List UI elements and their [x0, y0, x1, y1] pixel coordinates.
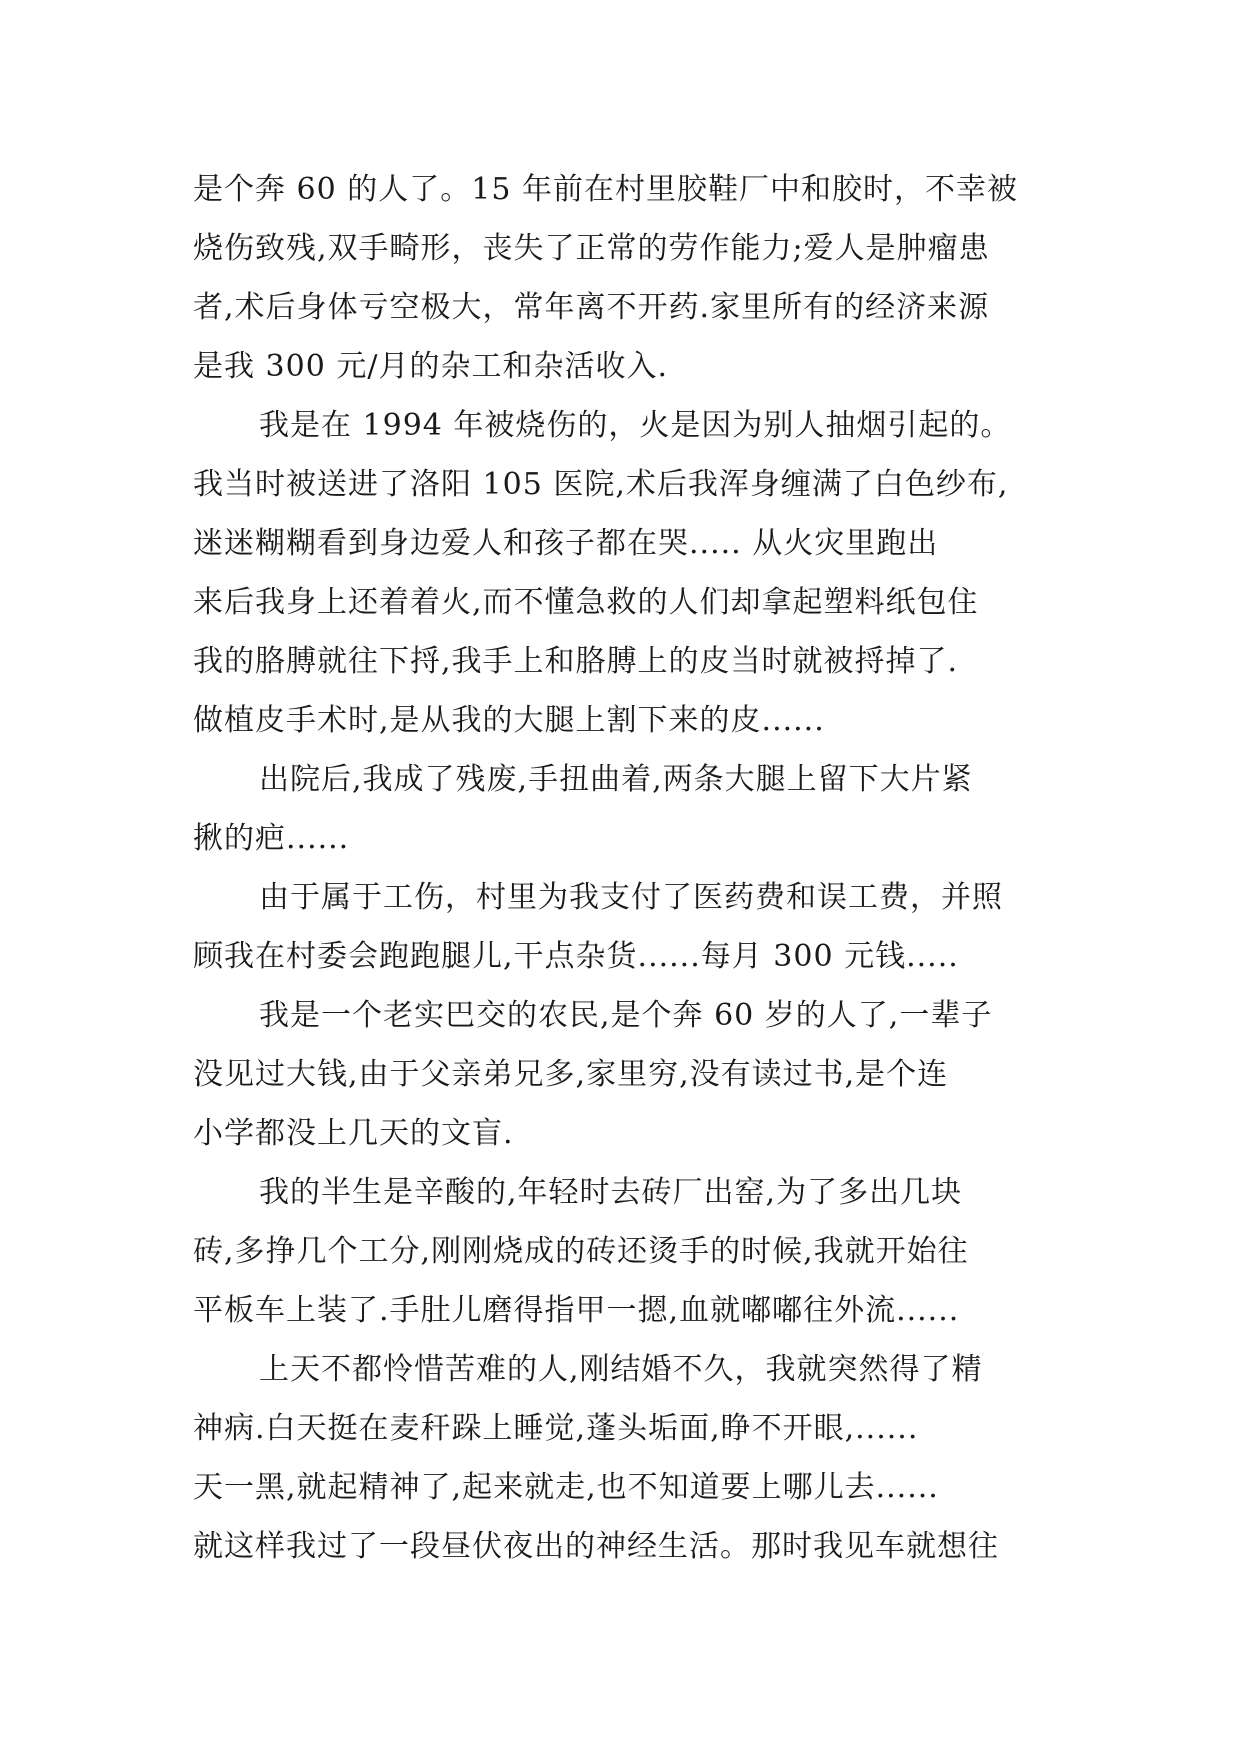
text-line: 由于属于工伤，村里为我支付了医药费和误工费，并照	[259, 880, 1003, 915]
text-line: 我是在 1994 年被烧伤的，火是因为别人抽烟引起的。	[259, 408, 1012, 443]
text-line: 顾我在村委会跑跑腿儿,干点杂货......每月 300 元钱.....	[193, 939, 959, 974]
text-line: 出院后,我成了残废,手扭曲着,两条大腿上留下大片紧	[259, 762, 973, 797]
text-line: 我的半生是辛酸的,年轻时去砖厂出窑,为了多出几块	[259, 1175, 963, 1210]
text-line: 做植皮手术时,是从我的大腿上割下来的皮......	[193, 703, 825, 738]
text-line: 小学都没上几天的文盲.	[193, 1116, 514, 1151]
text-line: 就这样我过了一段昼伏夜出的神经生活。那时我见车就想往	[193, 1529, 999, 1564]
text-line: 我是一个老实巴交的农民,是个奔 60 岁的人了,一辈子	[259, 998, 993, 1033]
text-line: 没见过大钱,由于父亲弟兄多,家里穷,没有读过书,是个连	[193, 1057, 949, 1092]
text-line: 砖,多挣几个工分,刚刚烧成的砖还烫手的时候,我就开始往	[193, 1234, 969, 1269]
text-line: 平板车上装了.手肚儿磨得指甲一摁,血就嘟嘟往外流......	[193, 1293, 960, 1328]
body-text	[193, 160, 1073, 1576]
text-line: 我当时被送进了洛阳 105 医院,术后我浑身缠满了白色纱布,	[193, 467, 1009, 502]
text-line: 者,术后身体亏空极大，常年离不开药.家里所有的经济来源	[193, 290, 990, 325]
text-line: 迷迷糊糊看到身边爱人和孩子都在哭..... 从火灾里跑出	[193, 526, 939, 561]
text-line: 是我 300 元/月的杂工和杂活收入.	[193, 349, 668, 384]
text-line: 烧伤致残,双手畸形，丧失了正常的劳作能力;爱人是肿瘤患	[193, 231, 990, 266]
text-line: 是个奔 60 的人了。15 年前在村里胶鞋厂中和胶时，不幸被	[193, 172, 1018, 207]
text-line: 神病.白天挺在麦秆跺上睡觉,蓬头垢面,睁不开眼,......	[193, 1411, 919, 1446]
text-line: 天一黑,就起精神了,起来就走,也不知道要上哪儿去......	[193, 1470, 939, 1505]
text-line: 揪的疤......	[193, 821, 350, 856]
text-line: 来后我身上还着着火,而不懂急救的人们却拿起塑料纸包住	[193, 585, 979, 620]
text-line: 上天不都怜惜苦难的人,刚结婚不久，我就突然得了精	[259, 1352, 983, 1387]
text-line: 我的胳膊就往下捋,我手上和胳膊上的皮当时就被捋掉了.	[193, 644, 959, 679]
